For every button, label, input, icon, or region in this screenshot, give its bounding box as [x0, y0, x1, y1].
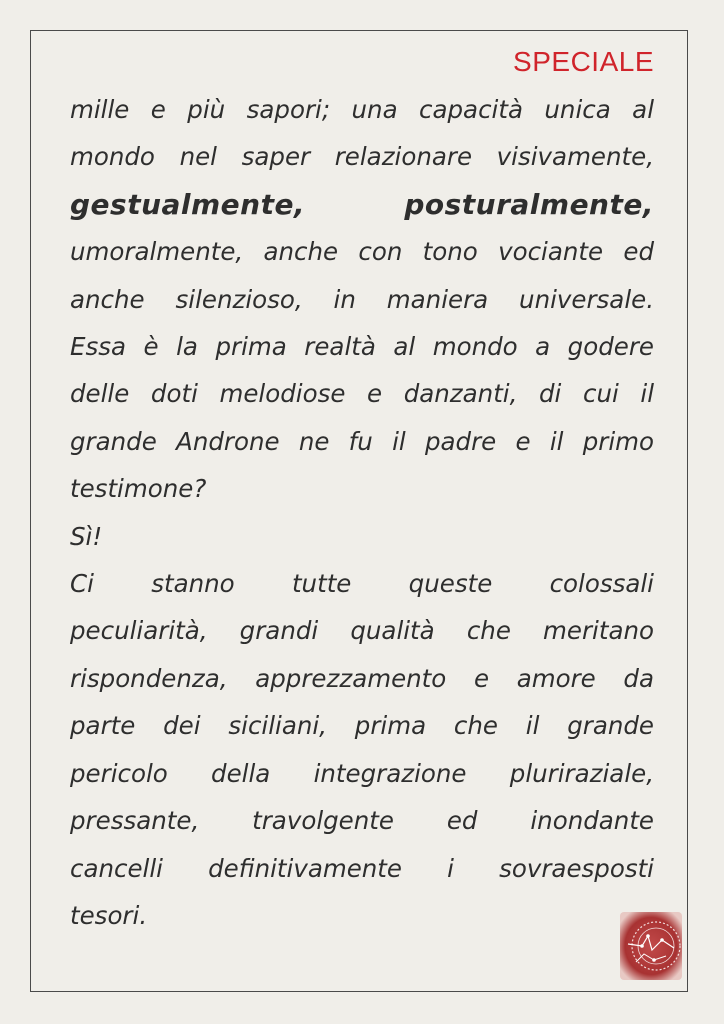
text-line: rispondenza, apprezzamento e amore da: [70, 663, 654, 693]
text-line: gestualmente, posturalmente,: [70, 187, 654, 221]
text-line: Ci stanno tutte queste colossali: [70, 569, 654, 599]
text-line: umoralmente, anche con tono vociante ed: [70, 237, 654, 267]
text-line: tesori.: [70, 900, 148, 930]
text-line: Sì!: [70, 521, 103, 551]
text-line: mille e più sapori; una capacità unica al: [70, 95, 654, 124]
text-line: grande Androne ne fu il padre e il primo: [70, 426, 654, 456]
text-line: pericolo della integrazione pluriraziale,: [70, 758, 654, 788]
text-line: peculiarità, grandi qualità che meritano: [70, 616, 654, 646]
text-line: mondo nel saper relazionare visivamente,: [70, 142, 654, 172]
section-header: SPECIALE: [513, 46, 654, 77]
article-body: [70, 86, 654, 939]
text-line: parte dei siciliani, prima che il grande: [70, 711, 654, 741]
decorative-emblem-icon: [618, 910, 684, 982]
text-line: delle doti melodiose e danzanti, di cui il: [70, 379, 654, 409]
text-line: Essa è la prima realtà al mondo a godere: [70, 332, 654, 362]
text-line: testimone?: [70, 474, 207, 504]
text-line: cancelli definitivamente i sovraesposti: [70, 853, 654, 883]
text-line: pressante, travolgente ed inondante: [70, 806, 654, 836]
text-line: anche silenzioso, in maniera universale.: [70, 284, 654, 314]
